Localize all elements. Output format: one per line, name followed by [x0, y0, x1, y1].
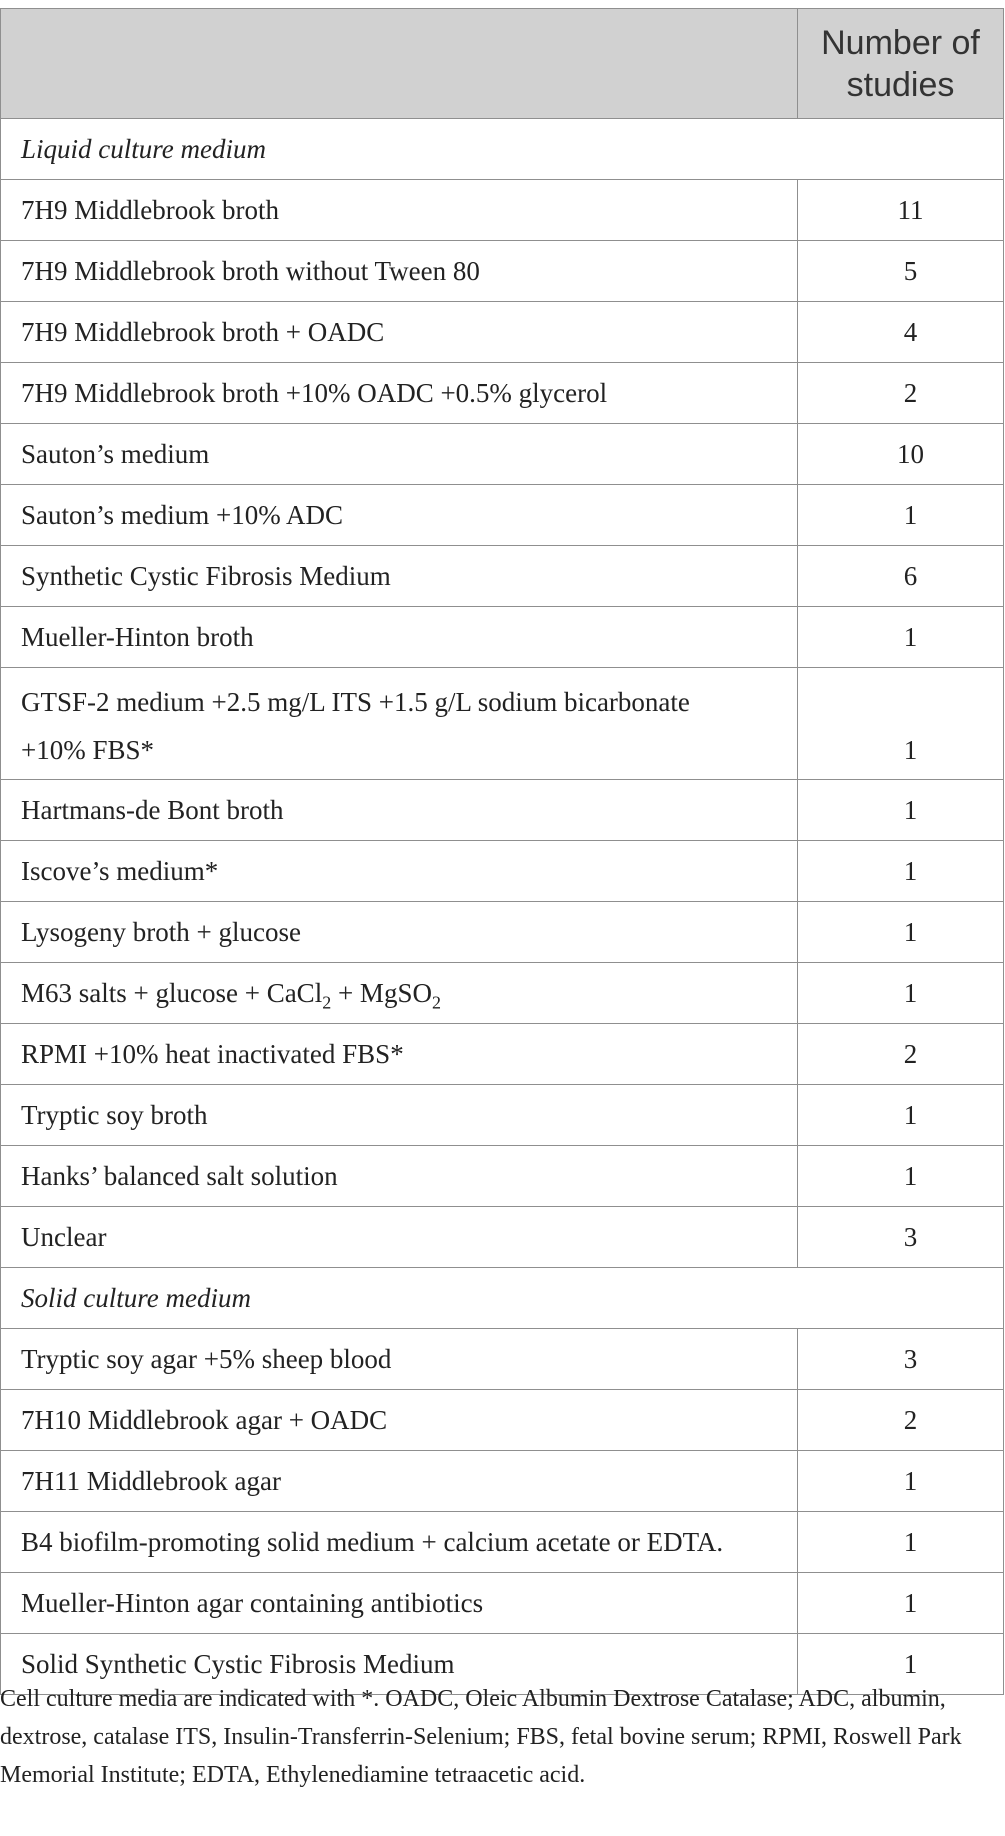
table-row [1, 668, 1004, 780]
table-row [1, 607, 1004, 668]
subscript: 2 [431, 992, 441, 1013]
medium-text-part: M63 salts + glucose + CaCl [21, 978, 323, 1008]
table-row [1, 241, 1004, 302]
table-row [1, 180, 1004, 241]
medium-line-1: GTSF-2 medium +2.5 mg/L ITS +1.5 g/L sodium bicarbonate [21, 686, 690, 717]
medium-cell: RPMI +10% heat inactivated FBS* [1, 1024, 798, 1085]
medium-cell: Sauton’s medium [1, 424, 798, 485]
count-cell: 1 [798, 902, 1004, 963]
section-title: Liquid culture medium [1, 119, 1004, 180]
medium-cell: B4 biofilm-promoting solid medium + calcium acetate or EDTA. [1, 1512, 798, 1573]
medium-cell: Tryptic soy broth [1, 1085, 798, 1146]
medium-cell: 7H10 Middlebrook agar + OADC [1, 1390, 798, 1451]
count-cell: 2 [798, 1390, 1004, 1451]
section-row-liquid [1, 119, 1004, 180]
count-cell: 3 [798, 1329, 1004, 1390]
table-row [1, 841, 1004, 902]
count-cell: 1 [798, 1146, 1004, 1207]
count-cell: 6 [798, 546, 1004, 607]
count-cell: 2 [798, 1024, 1004, 1085]
medium-cell: 7H9 Middlebrook broth without Tween 80 [1, 241, 798, 302]
medium-cell: Tryptic soy agar +5% sheep blood [1, 1329, 798, 1390]
table-row [1, 485, 1004, 546]
count-cell: 2 [798, 363, 1004, 424]
count-cell: 3 [798, 1207, 1004, 1268]
medium-cell: Mueller-Hinton agar containing antibiotics [1, 1573, 798, 1634]
culture-media-table [0, 8, 1004, 1695]
count-cell: 1 [798, 485, 1004, 546]
medium-cell: Synthetic Cystic Fibrosis Medium [1, 546, 798, 607]
count-cell: 1 [798, 1451, 1004, 1512]
table-row [1, 1207, 1004, 1268]
table-row [1, 1451, 1004, 1512]
medium-cell [1, 963, 798, 1024]
medium-cell: Iscove’s medium* [1, 841, 798, 902]
table-row [1, 780, 1004, 841]
medium-cell: 7H9 Middlebrook broth + OADC [1, 302, 798, 363]
count-cell: 1 [798, 963, 1004, 1024]
table-row [1, 546, 1004, 607]
medium-cell: 7H9 Middlebrook broth +10% OADC +0.5% glycerol [1, 363, 798, 424]
count-cell: 1 [798, 607, 1004, 668]
medium-line-2: +10% FBS* [21, 734, 155, 765]
count-cell: 1 [798, 780, 1004, 841]
table-row [1, 902, 1004, 963]
table-row [1, 1024, 1004, 1085]
medium-cell: Hanks’ balanced salt solution [1, 1146, 798, 1207]
count-cell: 1 [798, 668, 1004, 780]
table-row [1, 363, 1004, 424]
table-footnote: Cell culture media are indicated with *. OADC, Oleic Albumin Dextrose Catalase; ADC, albumin, dextrose, catalase ITS, Insulin-Transferrin-Selenium; FBS, fetal bovine serum; RPMI, Roswell Park Memorial Institute; EDTA, Ethylenediamine tetraacetic acid. [0, 1686, 962, 1788]
count-cell: 5 [798, 241, 1004, 302]
section-row-solid [1, 1268, 1004, 1329]
header-count-cell: Number of studies [798, 9, 1004, 119]
table-row [1, 1085, 1004, 1146]
table-row [1, 1512, 1004, 1573]
medium-cell [1, 668, 798, 780]
count-cell: 1 [798, 841, 1004, 902]
medium-cell: Solid Synthetic Cystic Fibrosis Medium [1, 1634, 798, 1695]
count-cell: 4 [798, 302, 1004, 363]
table-row [1, 1573, 1004, 1634]
header-label-cell [1, 9, 798, 119]
count-cell: 1 [798, 1573, 1004, 1634]
subscript: 2 [322, 992, 332, 1013]
count-cell: 1 [798, 1512, 1004, 1573]
section-title: Solid culture medium [1, 1268, 1004, 1329]
header-row [1, 9, 1004, 119]
table-row [1, 1390, 1004, 1451]
count-cell: 1 [798, 1634, 1004, 1695]
medium-cell: 7H11 Middlebrook agar [1, 1451, 798, 1512]
table-row [1, 424, 1004, 485]
count-cell: 11 [798, 180, 1004, 241]
medium-cell: Sauton’s medium +10% ADC [1, 485, 798, 546]
table-row [1, 302, 1004, 363]
medium-cell: Lysogeny broth + glucose [1, 902, 798, 963]
count-cell: 10 [798, 424, 1004, 485]
medium-cell: Hartmans-de Bont broth [1, 780, 798, 841]
medium-cell: Unclear [1, 1207, 798, 1268]
count-cell: 1 [798, 1085, 1004, 1146]
table-row [1, 1329, 1004, 1390]
medium-cell: Mueller-Hinton broth [1, 607, 798, 668]
table-row [1, 963, 1004, 1024]
medium-cell: 7H9 Middlebrook broth [1, 180, 798, 241]
table-row [1, 1146, 1004, 1207]
medium-text-part: + MgSO [331, 978, 432, 1008]
